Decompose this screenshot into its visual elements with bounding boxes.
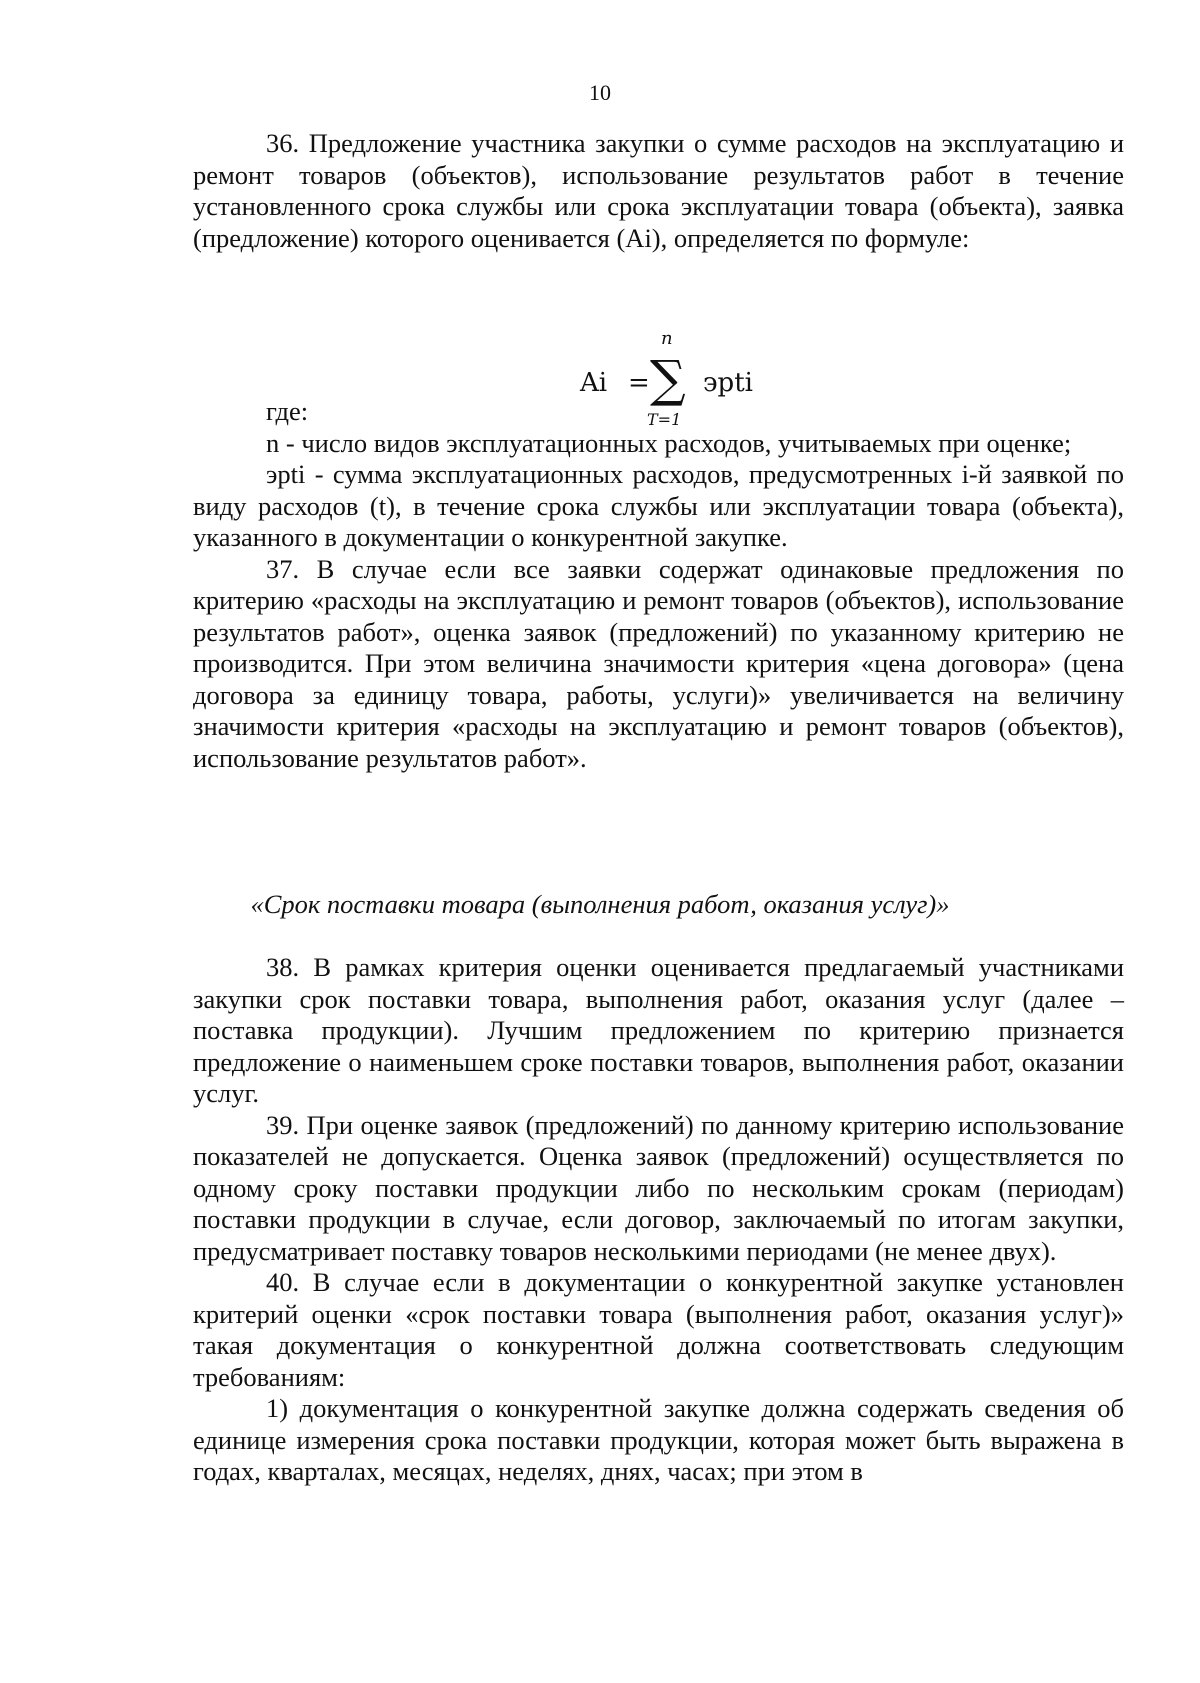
definition-n: n - число видов эксплуатационных расходов, учитываемых при оценке; (266, 427, 1072, 458)
formula-rhs: эpti (703, 368, 753, 398)
formula-sigma-icon: ∑ (650, 350, 686, 408)
definitions-block (193, 396, 1124, 774)
definition-epti: эpti - сумма эксплуатационных расходов, предусмотренных i-й заявкой по виду расходов (t), в течение срока службы или эксплуатации товара (объекта), указанного в документации о конкурентной закупке. (193, 459, 1124, 552)
paragraph-36: 36. Предложение участника закупки о сумме расходов на эксплуатацию и ремонт товаров (объектов), использование результатов работ в течение установленного срока службы или срока эксплуатации товара (объекта), заявка (предложение) которого оценивается (Ai), определяется по формуле: (193, 128, 1124, 253)
formula-lhs: Ai (580, 368, 608, 398)
formula-lower-limit: T=1 (647, 410, 682, 429)
paragraph-38: 38. В рамках критерия оценки оценивается предлагаемый участниками закупки срок поставки товара, выполнения работ, оказания услуг (далее – поставка продукции). Лучшим предложением по критерию признается предложение о наименьшем сроке поставки товаров, выполнения работ, оказании услуг. (193, 952, 1124, 1108)
formula-upper-limit: n (661, 328, 673, 349)
paragraph-40: 40. В случае если в документации о конкурентной закупке установлен критерий оценки «срок поставки товара (выполнения работ, оказания услуг)» такая документация о конкурентной должна соответствовать следующим требованиям: (193, 1267, 1124, 1392)
section-body (193, 952, 1124, 1488)
where-label: где: (266, 396, 309, 426)
formula-equals: = (628, 368, 650, 398)
paragraph-39: 39. При оценке заявок (предложений) по данному критерию использование показателей не допускается. Оценка заявок (предложений) осуществляется по одному сроку поставки продукции либо по нескольким срокам (периодам) поставки продукции в случае, если договор, заключаемый по итогам закупки, предусматривает поставку товаров несколькими периодами (не менее двух). (193, 1109, 1124, 1266)
paragraph-40-item-1: 1) документация о конкурентной закупке должна содержать сведения об единице измерения срока поставки продукции, которая может быть выражена в годах, кварталах, месяцах, неделях, днях, часах; при этом в (193, 1393, 1124, 1486)
page-number: 10 (589, 80, 611, 105)
section-heading: «Срок поставки товара (выполнения работ, оказания услуг)» (250, 889, 950, 919)
paragraph-36-block (193, 128, 1124, 254)
paragraph-37: 37. В случае если все заявки содержат одинаковые предложения по критерию «расходы на эксплуатацию и ремонт товаров (объектов), использование результатов работ», оценка заявок (предложений) по указанному критерию не производится. При этом величина значимости критерия «цена договора» (цена договора за единицу товара, работы, услуги)» увеличивается на величину значимости критерия «расходы на эксплуатацию и ремонт товаров (объектов), использование результатов работ». (193, 553, 1124, 773)
